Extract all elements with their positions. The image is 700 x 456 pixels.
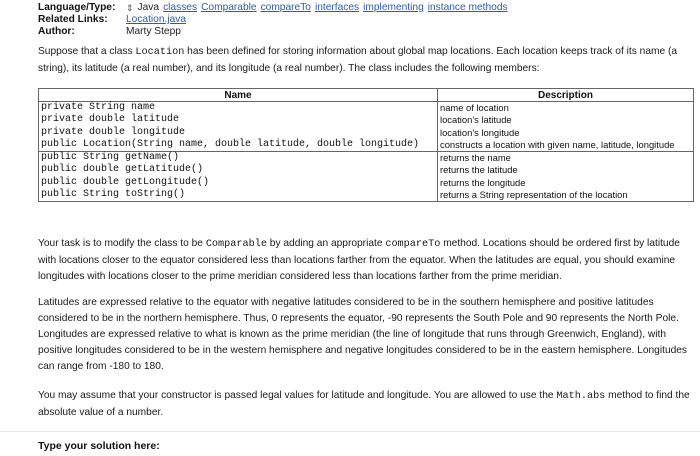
intro-paragraph [38, 44, 690, 77]
tag-link-interfaces[interactable]: interfaces [314, 2, 360, 13]
tag-link-instance-methods[interactable]: instance methods [427, 2, 508, 13]
assume-text-2: method to find the absolute value of a number. [38, 390, 690, 418]
member-description: location's longitude [438, 127, 694, 139]
table-row [39, 177, 694, 189]
task-text-3: method. Locations should be ordered first by latitude with locations closer to the equator considered less than locations farther from the equator. When the latitudes are equal, you should examine longitudes with locations closer to the prime meridian considered less than locations farther from the prime meridian. [38, 238, 680, 282]
column-header-description: Description [438, 89, 694, 102]
latitudes-paragraph: Latitudes are expressed relative to the equator with negative latitudes considered to be in the southern hemisphere and positive latitudes considered to be in the northern hemisphere. Thus, 0 represents the equator, -90 represents the South Pole and 90 represents the North Pole. Longitudes are expressed relative to what is known as the prime meridian (the line of longitude that runs through Greenwich, England), with positive longitudes considered to be in the western hemisphere and negative longitudes considered to be in the eastern hemisphere. Longitudes can range from -180 to 180. [38, 297, 688, 372]
divider [0, 431, 700, 432]
assumption-paragraph [38, 388, 690, 421]
member-description: returns the latitude [438, 164, 694, 176]
language-value: Java [137, 2, 160, 13]
table-row [39, 189, 694, 202]
table-row [39, 152, 694, 165]
related-links-row [38, 14, 508, 26]
column-header-name: Name [39, 89, 438, 102]
table-row [39, 102, 694, 115]
member-name: public String getName() [39, 152, 438, 165]
assume-code-math-abs: Math.abs [556, 391, 606, 402]
members-table [38, 88, 694, 202]
member-description: location's latitude [438, 114, 694, 126]
member-name: public Location(String name, double latitude, double longitude) [39, 139, 438, 152]
member-description: name of location [438, 102, 694, 115]
language-label: Language/Type: [38, 2, 116, 13]
tag-link-classes[interactable]: classes [163, 2, 198, 13]
problem-metadata [38, 2, 508, 38]
member-description: returns the longitude [438, 177, 694, 189]
member-name: private double longitude [39, 127, 438, 139]
member-name: public double getLatitude() [39, 164, 438, 176]
tag-link-implementing[interactable]: implementing [363, 2, 424, 13]
member-name: public String toString() [39, 189, 438, 202]
member-name: private double latitude [39, 114, 438, 126]
author-row [38, 26, 508, 38]
language-row [38, 2, 508, 14]
table-row [39, 139, 694, 152]
member-description: constructs a location with given name, latitude, longitude [438, 139, 694, 152]
author-value: Marty Stepp [126, 26, 181, 37]
task-code-comparable: Comparable [205, 239, 267, 250]
tag-link-compareto[interactable]: compareTo [260, 2, 311, 13]
task-text-2: by adding an appropriate [266, 238, 386, 249]
assume-text-1: You may assume that your constructor is passed legal values for latitude and longitude. You are allowed to use the [38, 390, 557, 401]
task-text-1: Your task is to modify the class to be [38, 238, 206, 249]
table-row [39, 127, 694, 139]
intro-text-1: Suppose that a class [38, 46, 136, 57]
task-code-compareto: compareTo [385, 239, 441, 250]
related-links-label: Related Links: [38, 14, 108, 25]
java-icon: ⇕ [126, 3, 134, 13]
intro-text-2: has been defined for storing information about global map locations. Each location keeps track of its name (a string), its latitude (a real number), and its longitude (a real number). The class includes the following members: [38, 46, 678, 74]
intro-code-location: Location [135, 47, 185, 58]
author-label: Author: [38, 26, 75, 37]
member-name: private String name [39, 102, 438, 115]
solution-prompt: Type your solution here: [38, 440, 160, 452]
table-row [39, 164, 694, 176]
task-paragraph [38, 236, 690, 285]
table-row [39, 114, 694, 126]
related-link-location-java[interactable]: Location.java [126, 14, 187, 25]
member-description: returns a String representation of the location [438, 189, 694, 202]
tag-link-comparable[interactable]: Comparable [201, 2, 257, 13]
member-description: returns the name [438, 152, 694, 165]
member-name: public double getLongitude() [39, 177, 438, 189]
